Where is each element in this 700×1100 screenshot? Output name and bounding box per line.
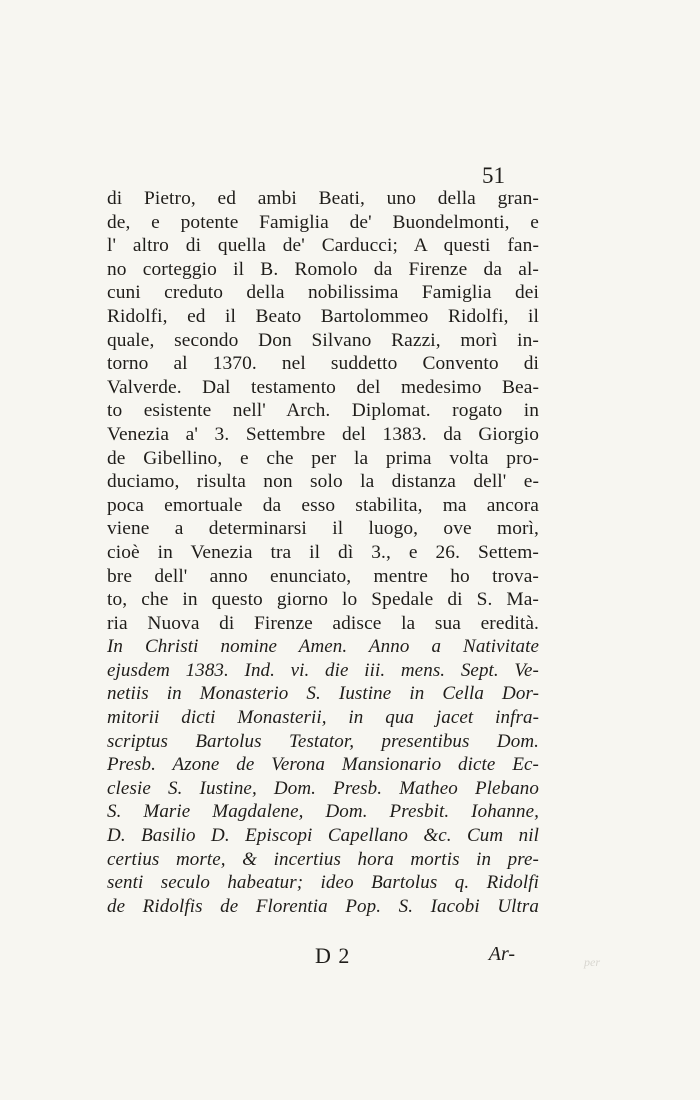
- latin-text-line: netiis in Monasterio S. Iustine in Cella Dor-: [107, 683, 539, 705]
- text-line: torno al 1370. nel suddetto Convento di: [107, 353, 539, 375]
- text-line: to esistente nell' Arch. Diplomat. rogato in: [107, 400, 539, 422]
- latin-text-line: ejusdem 1383. Ind. vi. die iii. mens. Sept. Ve-: [107, 659, 539, 681]
- latin-text-line: Presb. Azone de Verona Mansionario dicte Ec-: [107, 754, 539, 776]
- text-line: no corteggio il B. Romolo da Firenze da al-: [107, 258, 539, 280]
- latin-text-line: mitorii dicti Monasterii, in qua jacet infra-: [107, 707, 539, 729]
- latin-text-line: scriptus Bartolus Testator, presentibus Dom.: [107, 730, 539, 752]
- text-line: cuni creduto della nobilissima Famiglia dei: [107, 282, 539, 304]
- latin-text-line: senti seculo habeatur; ideo Bartolus q. Ridolfi: [107, 872, 539, 894]
- text-line: ria Nuova di Firenze adisce la sua eredità.: [107, 612, 539, 634]
- latin-text-line: D. Basilio D. Episcopi Capellano &c. Cum nil: [107, 825, 539, 847]
- text-line: Valverde. Dal testamento del medesimo Bea-: [107, 376, 539, 398]
- body-text: [107, 187, 539, 918]
- text-line: duciamo, risulta non solo la distanza dell' e-: [107, 471, 539, 493]
- latin-text-line: In Christi nomine Amen. Anno a Nativitate: [107, 636, 539, 658]
- latin-text-line: de Ridolfis de Florentia Pop. S. Iacobi Ultra: [107, 895, 539, 917]
- page-number: 51: [482, 163, 505, 188]
- text-line: di Pietro, ed ambi Beati, uno della gran-: [107, 188, 539, 209]
- bleed-through-text: per: [584, 955, 600, 969]
- text-line: Venezia a' 3. Settembre del 1383. da Giorgio: [107, 423, 539, 445]
- text-line: poca emortuale da esso stabilita, ma ancora: [107, 494, 539, 516]
- text-line: de, e potente Famiglia de' Buondelmonti, e: [107, 211, 539, 233]
- latin-text-line: S. Marie Magdalene, Dom. Presbit. Iohanne,: [107, 801, 539, 823]
- catchword: Ar-: [488, 943, 515, 965]
- text-line: to, che in questo giorno lo Spedale di S. Ma-: [107, 589, 539, 611]
- text-line: cioè in Venezia tra il dì 3., e 26. Settem-: [107, 541, 539, 563]
- text-line: viene a determinarsi il luogo, ove morì,: [107, 518, 539, 540]
- text-line: Ridolfi, ed il Beato Bartolommeo Ridolfi, il: [107, 305, 539, 327]
- text-line: l' altro di quella de' Carducci; A questi fan-: [107, 235, 539, 257]
- latin-text-line: certius morte, & incertius hora mortis in pre-: [107, 848, 539, 870]
- page-footer: [107, 943, 539, 969]
- text-line: de Gibellino, e che per la prima volta pro-: [107, 447, 539, 469]
- text-line: bre dell' anno enunciato, mentre ho trova-: [107, 565, 539, 587]
- signature-mark: D 2: [315, 943, 351, 968]
- latin-text-line: clesie S. Iustine, Dom. Presb. Matheo Plebano: [107, 777, 539, 799]
- text-line: quale, secondo Don Silvano Razzi, morì in-: [107, 329, 539, 351]
